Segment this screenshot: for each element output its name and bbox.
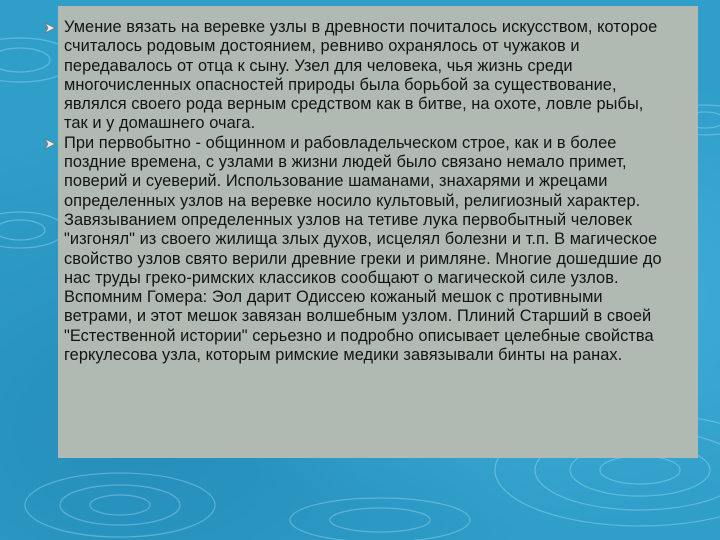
arrowhead-bullet-icon [44, 138, 56, 150]
bullet-text: При первобытно - общинном и рабовладельческом строе, как и в более поздние времена, с узлами в жизни людей было связано немало примет, поверий и суеверий. Использование шаманами, знахарями и жрецами определенных узлов на веревке носило культовый, религиозный характер. Завязыванием определенных узлов на тетиве лука первобытный человек "изгонял" из своего жилища злых духов, исцелял болезни и т.п. В магическое свойство узлов свято верили древние греки и римляне. Многие дошедшие до нас труды греко-римских классиков сообщают о магической силе узлов. Вспомним Гомера: Эол дарит Одиссею кожаный мешок с противными ветрами, и этот мешок завязан волшебным узлом. Плиний Старший в своей "Естественной истории" серьезно и подробно описывает целебные свойства геркулесова узла, которым римские медики завязывали бинты на ранах. [64, 133, 662, 365]
bullet-item [0, 134, 720, 366]
arrowhead-bullet-icon [44, 22, 56, 34]
bullet-text: Умение вязать на веревке узлы в древности почиталось искусством, которое считалось родовым достоянием, ревниво охранялось от чужаков и передавалось от отца к сыну. Узел для человека, чья жизнь среди многочисленных опасностей природы была борьбой за существование, являлся своего рода верным средством как в битве, на охоте, ловле рыбы, так и у домашнего очага. [64, 18, 658, 133]
bullet-list [0, 18, 720, 365]
bullet-item [0, 18, 720, 134]
